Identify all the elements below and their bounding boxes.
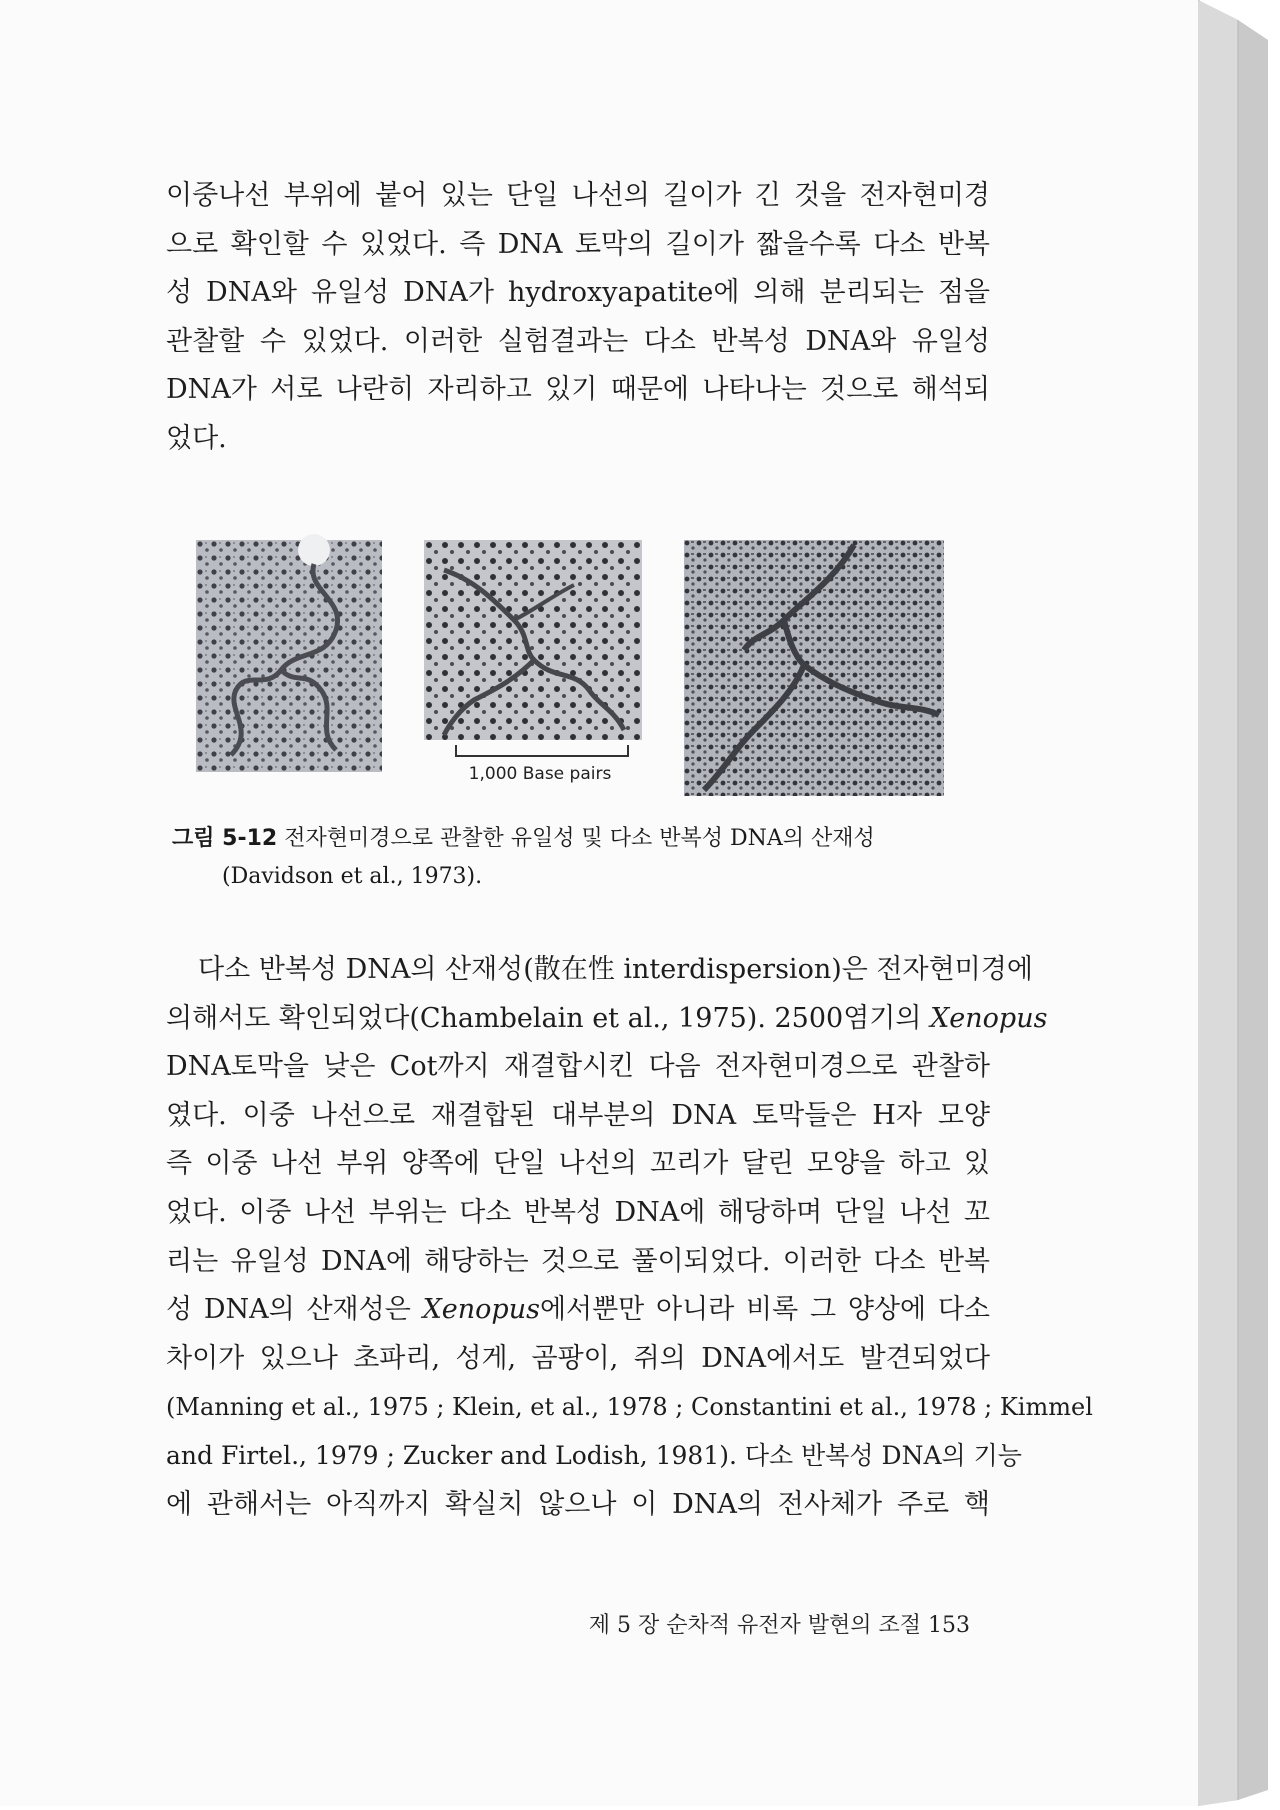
text-segment: 의해서도 확인되었다(Chambelain et al., 1975). 2500염기의 xyxy=(166,1002,931,1034)
text-line: 에 관해서는 아직까지 확실치 않으나 이 DNA의 전사체가 주로 핵 xyxy=(166,1488,990,1520)
caption-reference: (Davidson et al., 1973). xyxy=(222,864,483,889)
micrograph-right xyxy=(684,540,944,796)
text-line: (Manning et al., 1975 ; Klein, et al., 1978 ; Constantini et al., 1978 ; Kimmel xyxy=(166,1393,1093,1422)
scale-bar xyxy=(455,745,629,757)
text-line: 다소 반복성 DNA의 산재성(散在性 interdispersion)은 전자현미경에 xyxy=(198,954,1033,985)
text-line: 즉 이중 나선 부위 양쪽에 단일 나선의 꼬리가 달린 모양을 하고 있 xyxy=(166,1148,990,1180)
micrograph-center xyxy=(424,540,642,740)
text-line: DNA토막을 낮은 Cot까지 재결합시킨 다음 전자현미경으로 관찰하 xyxy=(166,1051,990,1083)
text-line: 었다. 이중 나선 부위는 다소 반복성 DNA에 해당하며 단일 나선 꼬 xyxy=(166,1196,990,1228)
text-line: DNA가 서로 나란히 자리하고 있기 때문에 나타나는 것으로 해석되 xyxy=(166,374,990,406)
text-line: and Firtel., 1979 ; Zucker and Lodish, 1981). 다소 반복성 DNA의 기능 xyxy=(166,1440,1022,1470)
text-line xyxy=(166,995,1048,1044)
scale-label: 1,000 Base pairs xyxy=(468,764,612,784)
page-edge xyxy=(1198,0,1280,1806)
text-segment: 에서뿐만 아니라 비록 그 양상에 다소 xyxy=(539,1294,990,1326)
figure-caption xyxy=(172,820,992,896)
text-line: 으로 확인할 수 있었다. 즉 DNA 토막의 길이가 짧을수록 다소 반복 xyxy=(166,228,990,260)
paragraph-1 xyxy=(166,172,990,464)
text-segment: 성 DNA의 산재성은 xyxy=(166,1294,423,1326)
figure-label: 그림 5-12 xyxy=(172,826,278,851)
text-line: 리는 유일성 DNA에 해당하는 것으로 풀이되었다. 이러한 다소 반복 xyxy=(166,1245,990,1277)
text-line: 었다. xyxy=(166,422,227,454)
page-footer: 제 5 장 순차적 유전자 발현의 조절 153 xyxy=(588,1613,970,1638)
text-line: 차이가 있으나 초파리, 성게, 곰팡이, 쥐의 DNA에서도 발견되었다 xyxy=(166,1342,990,1374)
caption-text: 전자현미경으로 관찰한 유일성 및 다소 반복성 DNA의 산재성 xyxy=(284,826,875,851)
text-line: 성 DNA와 유일성 DNA가 hydroxyapatite에 의해 분리되는 점을 xyxy=(166,277,990,309)
micrograph-left xyxy=(196,540,382,772)
text-line xyxy=(166,1286,990,1335)
text-line: 였다. 이중 나선으로 재결합된 대부분의 DNA 토막들은 H자 모양 xyxy=(166,1099,990,1131)
text-line: 관찰할 수 있었다. 이러한 실험결과는 다소 반복성 DNA와 유일성 xyxy=(166,325,990,357)
species-name: Xenopus xyxy=(422,1294,540,1326)
species-name: Xenopus xyxy=(930,1002,1048,1034)
text-line: 이중나선 부위에 붙어 있는 단일 나선의 길이가 긴 것을 전자현미경 xyxy=(166,180,990,211)
paragraph-2 xyxy=(166,946,1093,1529)
